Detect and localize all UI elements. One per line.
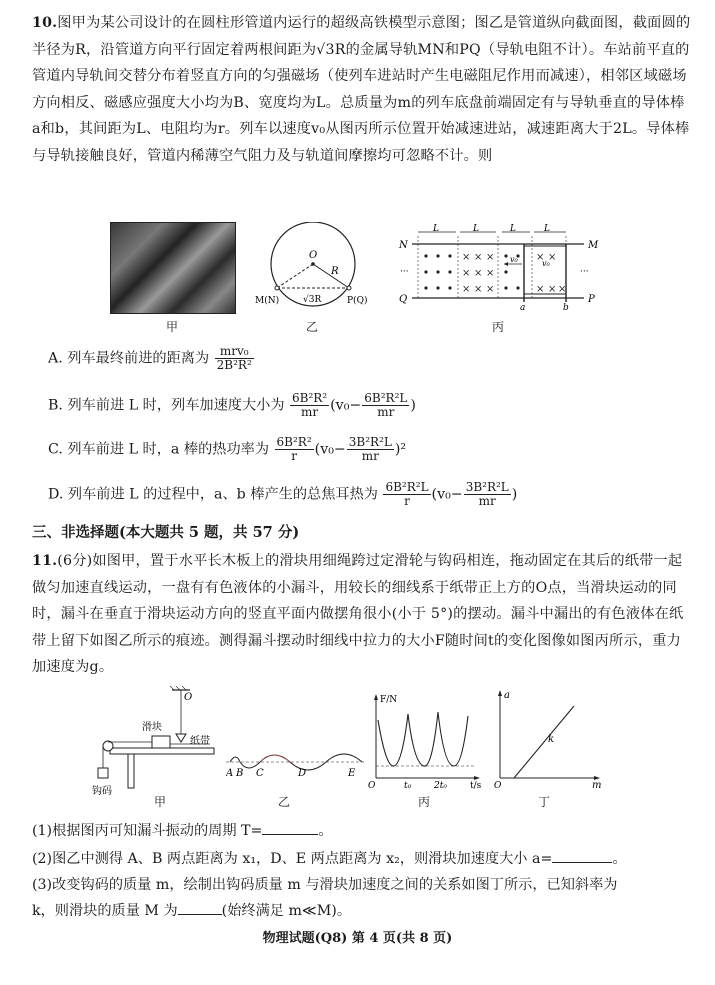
svg-text:×: × [486, 284, 495, 295]
fig-label-jia: 甲 [165, 320, 178, 334]
option-A [48, 345, 255, 372]
label-k: k [548, 734, 555, 745]
acceleration-mass-graph [494, 686, 604, 790]
force-time-graph [366, 690, 486, 790]
label-2t0: 2t₀ [434, 781, 447, 790]
label-b: b [563, 303, 569, 312]
label-vb: v₀ [542, 259, 550, 268]
apparatus-diagram [90, 686, 240, 801]
fig-label-yi: 乙 [305, 320, 318, 334]
label-tape: 纸带 [190, 736, 210, 747]
option-D-fraction: $\frac{\text{6B²R²L}}{r}$ [385, 480, 429, 508]
option-D-text: D. 列车前进 L 的过程中，a、b 棒产生的总焦耳热为 [48, 486, 378, 503]
svg-text:×: × [486, 252, 495, 263]
label-dots-left: ··· [400, 267, 409, 277]
svg-text:×: × [536, 252, 545, 263]
fig-label-bing: 丙 [491, 320, 504, 334]
sub-question-2: (2)图乙中测得 A、B 两点距离为 x₁，D、E 两点距离为 x₂，则滑块加速度大小 a= 。 [32, 848, 627, 868]
label-L1: L [433, 224, 439, 234]
label-P: P [588, 294, 595, 305]
rail-field-diagram [396, 222, 601, 312]
label-t: t/s [470, 781, 482, 790]
label-A: A [226, 768, 234, 779]
label-origin: O [368, 781, 376, 790]
label-Q: Q [399, 294, 408, 305]
option-B: B. 列车前进 L 时，列车加速度大小为 $\frac{\text{6B²R²}}{mr}$ (v₀− $\frac{\text{6B²R²L}}{mr}$ ) [48, 391, 416, 419]
svg-text:×: × [548, 284, 557, 295]
fig-label-jia: 甲 [153, 795, 166, 809]
trace-diagram [226, 742, 366, 782]
label-D: D [298, 768, 307, 779]
cross-section-diagram [255, 222, 375, 322]
label-O: O [184, 692, 193, 703]
svg-text:×: × [548, 252, 557, 263]
label-L4: L [544, 224, 550, 234]
label-M: M [588, 240, 599, 251]
option-B-fraction: $\frac{\text{6B²R²}}{mr}$ [292, 391, 328, 419]
option-C: C. 列车前进 L 时，a 棒的热功率为 $\frac{\text{6B²R²}}{r}$ (v₀− $\frac{\text{3B²R²L}}{mr}$ )² [48, 435, 407, 463]
maglev-photo [110, 222, 236, 314]
label-PQ: P(Q) [347, 296, 368, 306]
answer-blank-2[interactable] [552, 848, 612, 863]
question-number: 10. [32, 15, 58, 31]
label-MN: M(N) [255, 296, 280, 306]
answer-blank-3[interactable] [178, 900, 222, 915]
answer-blank-1[interactable] [262, 820, 318, 835]
svg-text:×: × [462, 268, 471, 279]
section-heading: 三、非选择题(本大题共 5 题，共 57 分) [32, 524, 300, 541]
fig-label-bing: 丙 [417, 795, 430, 809]
fig-label-ding: 丁 [537, 795, 550, 809]
label-a-axis: a [504, 690, 510, 701]
sub-question-3: (3)改变钩码的质量 m，绘制出钩码质量 m 与滑块加速度之间的关系如图丁所示，已知斜率为 [32, 877, 618, 893]
question-stem: 图甲为某公司设计的在圆柱形管道内运行的超级高铁模型示意图；图乙是管道纵向截面图，截面圆的半径为R，沿管道方向平行固定着两根间距为√3R的金属导轨MN和PQ（导轨电阻不计）。车站前平直的管道内导轨间交替分布着竖直方向的匀强磁场（使列车进站时产生电磁阻尼作用而减速），相邻区域磁场方向相反、磁感应强度大小均为B、宽度均为L。总质量为m的列车底盘前端固定有与导轨垂直的导体棒a和b，其间距为L、电阻均为r。列车以速度v₀从图丙所示位置开始减速进站，减速距离大于2L。导体棒与导轨接触良好，管道内稀薄空气阻力及与轨道间摩擦均可忽略不计。则 [32, 15, 691, 164]
label-C: C [256, 768, 264, 779]
option-C-fraction: $\frac{\text{6B²R²}}{r}$ [276, 435, 312, 463]
svg-text:×: × [474, 284, 483, 295]
label-m-axis: m [592, 780, 602, 790]
question-10 [32, 10, 692, 169]
label-O: O [309, 250, 318, 261]
label-N: N [399, 240, 408, 251]
label-origin: O [494, 781, 502, 790]
option-A-fraction: $\frac{\text{mrv₀}}{\text{2B²R²}}$ [216, 344, 252, 372]
label-dots-right: ··· [580, 267, 589, 277]
svg-text:×: × [462, 252, 471, 263]
label-E: E [348, 768, 356, 779]
option-C-text: C. 列车前进 L 时，a 棒的热功率为 [48, 441, 270, 458]
svg-text:×: × [486, 268, 495, 279]
label-hook: 钩码 [92, 786, 112, 797]
svg-text:×: × [536, 284, 545, 295]
label-L3: L [510, 224, 516, 234]
svg-text:×: × [558, 284, 567, 295]
svg-text:×: × [462, 284, 471, 295]
label-t0: t₀ [404, 781, 412, 790]
label-slider: 滑块 [142, 722, 162, 733]
question-stem: (6分)如图甲，置于水平长木板上的滑块用细绳跨过定滑轮与钩码相连，拖动固定在其后的纸带一起做匀加速直线运动，一盘有有色液体的小漏斗，用较长的细线系于纸带正上方的O点，当滑块运动的同时，漏斗在垂直于滑块运动方向的竖直平面内做摆角很小(小于 5°)的摆动。漏斗中漏出的有色液体在纸带上留下如图乙所示的痕迹。测得漏斗摆动时细线中拉力的大小F随时间t的变化图像如图丙所示，重力加速度为g。 [32, 553, 684, 675]
option-D: D. 列车前进 L 的过程中，a、b 棒产生的总焦耳热为 $\frac{\text{6B²R²L}}{r}$ (v₀− $\frac{\text{3B²R²L}}{mr}$ ) [48, 480, 518, 508]
question-number: 11. [32, 553, 58, 569]
svg-text:×: × [474, 252, 483, 263]
label-L2: L [473, 224, 479, 234]
sub-question-3-cont: k，则滑块的质量 M 为 (始终满足 m≪M)。 [32, 900, 351, 920]
label-chord: √3R [303, 295, 322, 305]
page-footer: 物理试题(Q8) 第 4 页(共 8 页) [262, 931, 453, 946]
label-B: B [236, 768, 244, 779]
label-R: R [331, 266, 339, 277]
label-a: a [520, 303, 526, 312]
option-B-text: B. 列车前进 L 时，列车加速度大小为 [48, 397, 285, 414]
svg-text:×: × [474, 268, 483, 279]
option-A-text: A. 列车最终前进的距离为 [48, 350, 210, 367]
label-F: F/N [380, 695, 398, 705]
question-11 [32, 548, 692, 681]
sub-question-1: (1)根据图丙可知漏斗振动的周期 T= 。 [32, 820, 333, 840]
label-v0: v₀ [510, 255, 518, 264]
fig-label-yi: 乙 [277, 795, 290, 809]
